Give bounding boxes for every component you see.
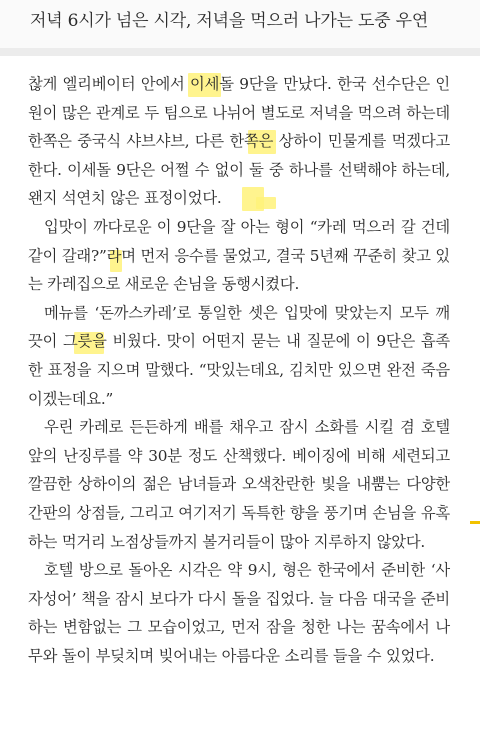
scroll-position-indicator[interactable]	[470, 521, 480, 524]
paragraph: 메뉴를 ‘돈까스카레’로 통일한 셋은 입맛에 맞았는지 모두 깨끗이 그릇을 비웠다. 맛이 어떤지 묻는 내 질문에 이 9단은 흡족한 표정을 지으며 말했다. “맛있는데요, 김치만 있으면 완전 죽음이겠는데요.”	[28, 303, 450, 408]
paragraph: 입맛이 까다로운 이 9단을 잘 아는 형이 “카레 먹으러 갈 건데 같이 갈래?”라며 먼저 응수를 물었고, 결국 5년째 꾸준히 찾고 있는 카레집으로 새로운 손님을 동행시켰다.	[28, 217, 450, 294]
paragraph: 우린 카레로 든든하게 배를 채우고 잠시 소화를 시킬 겸 호텔 앞의 난징루를 약 30분 정도 산책했다. 베이징에 비해 세련되고 깔끔한 상하이의 젊은 남녀들과 오색찬란한 빛을 내뿜는 다양한 간판의 상점들, 그리고 여기저기 독특한 향을 풍기며 손님을 유혹하는 먹거리 노점상들까지 볼거리들이 많아 지루하지 않았다.	[28, 418, 450, 551]
previous-page-strip	[0, 0, 480, 48]
paragraph: 찮게 엘리베이터 안에서 이세돌 9단을 만났다. 한국 선수단은 인원이 많은 관계로 두 팀으로 나뉘어 별도로 저녁을 먹으려 하는데 한쪽은 중국식 샤브샤브, 다른 한쪽은 상하이 민물게를 먹겠다고 한다. 이세돌 9단은 어쩔 수 없이 둘 중 하나를 선택해야 하는데, 왠지 석연치 않은 표정이었다.	[28, 75, 450, 208]
page-divider	[0, 48, 480, 56]
previous-page-last-line: 저녁 6시가 넘은 시각, 저녁을 먹으러 나가는 도중 우연	[30, 11, 429, 31]
ebook-page[interactable]	[0, 56, 480, 748]
article-body	[28, 70, 450, 670]
paragraph: 호텔 방으로 돌아온 시각은 약 9시, 형은 한국에서 준비한 ‘사자성어’ 책을 잠시 보다가 다시 돌을 집었다. 늘 다음 대국을 준비하는 변함없는 그 모습이었고, 먼저 잠을 청한 나는 꿈속에서 나무와 돌이 부딪치며 빚어내는 아름다운 소리를 들을 수 있었다.	[28, 561, 450, 665]
